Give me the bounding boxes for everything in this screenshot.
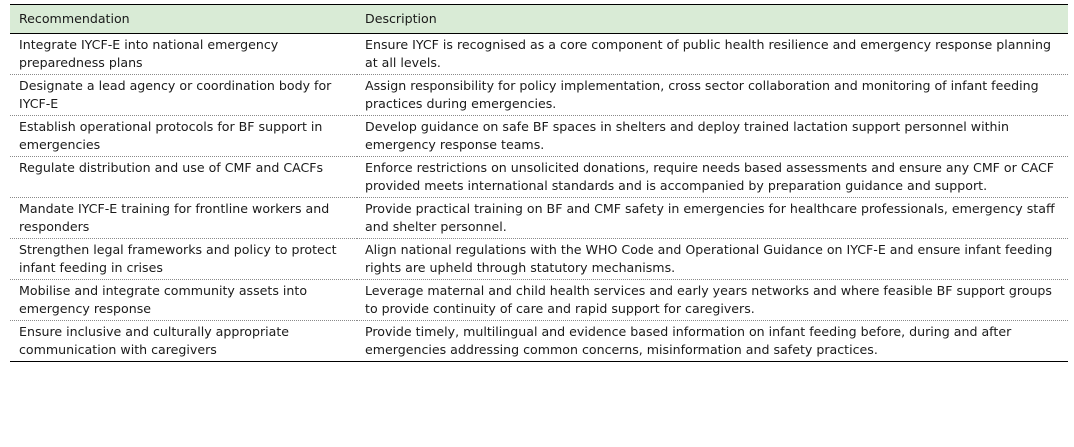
recommendation-cell: Integrate IYCF-E into national emergency preparedness plans	[10, 34, 357, 75]
table-row	[10, 34, 1068, 75]
recommendation-cell: Establish operational protocols for BF support in emergencies	[10, 116, 357, 157]
recommendation-cell: Mandate IYCF-E training for frontline workers and responders	[10, 198, 357, 239]
description-cell: Develop guidance on safe BF spaces in shelters and deploy trained lactation support personnel within emergency response teams.	[357, 116, 1068, 157]
description-cell: Leverage maternal and child health services and early years networks and where feasible BF support groups to provide continuity of care and rapid support for caregivers.	[357, 280, 1068, 321]
recommendation-cell: Strengthen legal frameworks and policy to protect infant feeding in crises	[10, 239, 357, 280]
description-cell: Align national regulations with the WHO Code and Operational Guidance on IYCF-E and ensure infant feeding rights are upheld through statutory mechanisms.	[357, 239, 1068, 280]
recommendation-cell: Mobilise and integrate community assets into emergency response	[10, 280, 357, 321]
description-cell: Ensure IYCF is recognised as a core component of public health resilience and emergency response planning at all levels.	[357, 34, 1068, 75]
table-row	[10, 198, 1068, 239]
table-row	[10, 75, 1068, 116]
table-row	[10, 116, 1068, 157]
description-cell: Provide practical training on BF and CMF safety in emergencies for healthcare professionals, emergency staff and shelter personnel.	[357, 198, 1068, 239]
description-cell: Enforce restrictions on unsolicited donations, require needs based assessments and ensure any CMF or CACF provided meets international standards and is accompanied by preparation guidance and support.	[357, 157, 1068, 198]
description-cell: Provide timely, multilingual and evidence based information on infant feeding before, during and after emergencies addressing common concerns, misinformation and safety practices.	[357, 321, 1068, 362]
description-cell: Assign responsibility for policy implementation, cross sector collaboration and monitoring of infant feeding practices during emergencies.	[357, 75, 1068, 116]
recommendation-cell: Ensure inclusive and culturally appropriate communication with caregivers	[10, 321, 357, 362]
table-header-row	[10, 5, 1068, 34]
table-row	[10, 239, 1068, 280]
recommendation-cell: Regulate distribution and use of CMF and CACFs	[10, 157, 357, 198]
table-row	[10, 280, 1068, 321]
table-row	[10, 157, 1068, 198]
header-recommendation: Recommendation	[10, 5, 357, 34]
recommendation-cell: Designate a lead agency or coordination body for IYCF-E	[10, 75, 357, 116]
recommendations-table-container	[10, 4, 1068, 362]
table-row	[10, 321, 1068, 362]
recommendations-table	[10, 4, 1068, 362]
header-description: Description	[357, 5, 1068, 34]
